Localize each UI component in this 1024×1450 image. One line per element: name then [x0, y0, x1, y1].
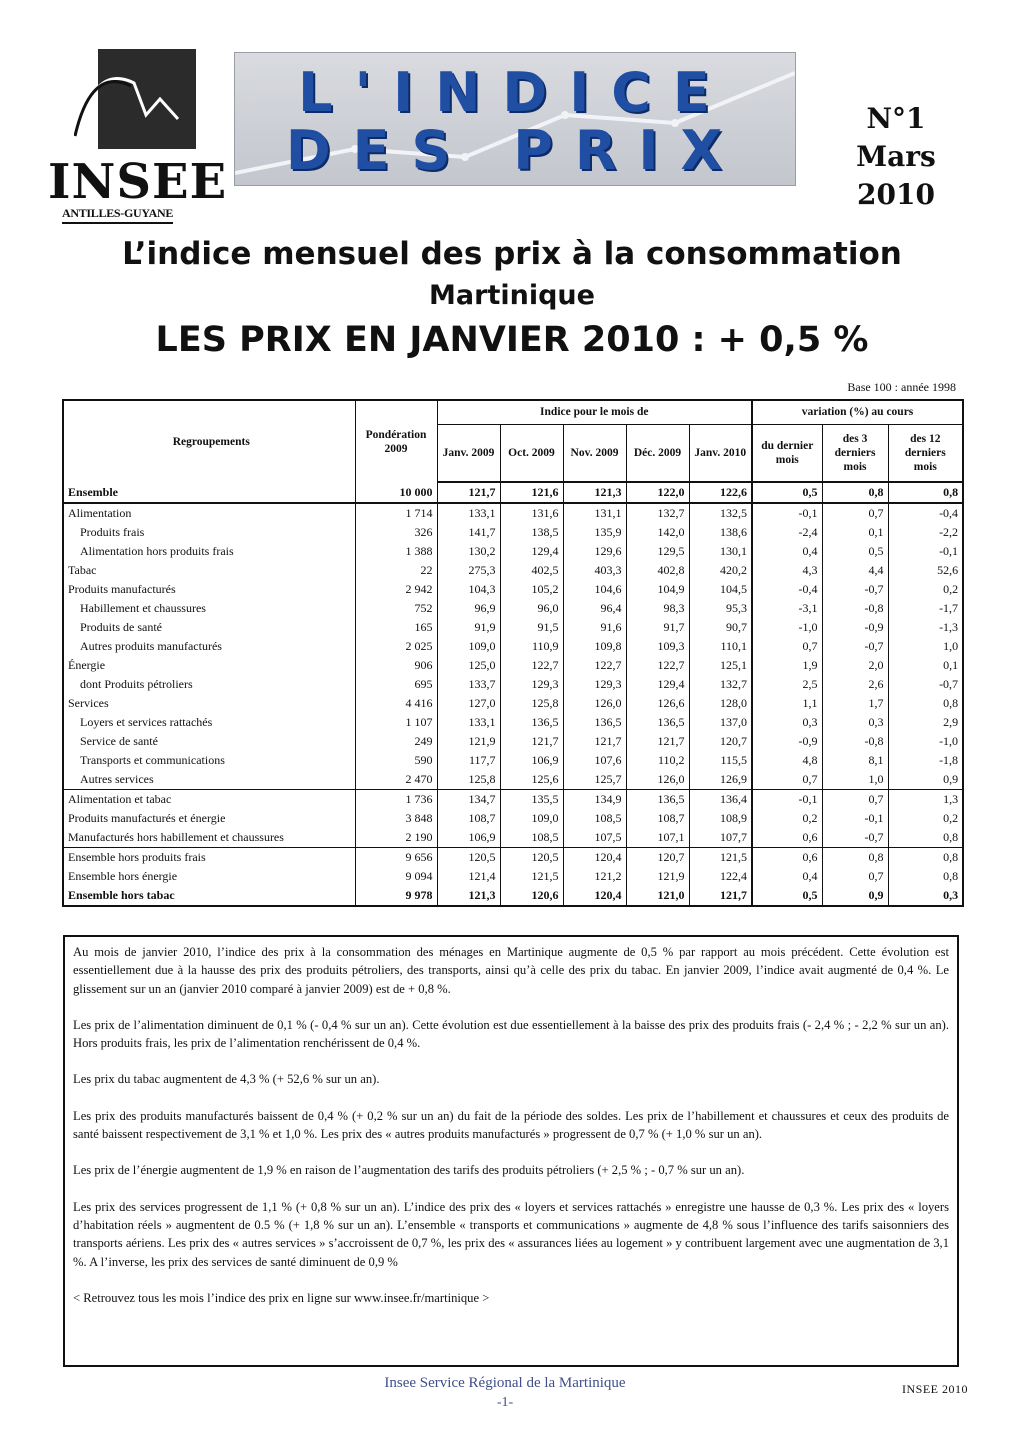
table-row — [63, 751, 963, 770]
table-cell: 2,6 — [822, 675, 888, 694]
footer-page-number: -1- — [496, 1395, 514, 1410]
table-cell: Autres produits manufacturés — [80, 639, 222, 653]
table-cell: 120,4 — [563, 886, 626, 906]
table-cell: 91,7 — [626, 618, 689, 637]
header-month: Nov. 2009 — [563, 424, 626, 482]
commentary-box — [63, 935, 959, 1367]
table-cell: 133,7 — [437, 675, 500, 694]
table-cell: 0,7 — [822, 867, 888, 886]
table-row — [63, 675, 963, 694]
table-cell: Ensemble hors produits frais — [63, 848, 355, 868]
table-cell: 104,6 — [563, 580, 626, 599]
paragraph: Les prix des produits manufacturés baissent de 0,4 % (+ 0,2 % sur un an) du fait de la période des soldes. Les prix de l’habillement et chaussures et ceux des produits de santé baissent respectivement de 3,1 % et 1,0 %. Les prix des « autres produits manufacturés » progressent de 0,7 % (+ 1,0 % sur un an). — [73, 1108, 949, 1142]
table-cell: Produits de santé — [80, 620, 162, 634]
table-cell: 52,6 — [888, 561, 963, 580]
table-row — [63, 848, 963, 868]
paragraph: Les prix de l’énergie augmentent de 1,9 % en raison de l’augmentation des tarifs des produits pétroliers (+ 2,5 % ; - 0,7 % sur un an). — [73, 1163, 745, 1178]
table-row — [63, 561, 963, 580]
table-cell: 0,6 — [752, 828, 822, 848]
table-cell: 96,4 — [563, 599, 626, 618]
table-cell: Ensemble — [68, 484, 119, 499]
table-cell: 125,8 — [500, 694, 563, 713]
table-cell: 142,0 — [626, 523, 689, 542]
table-cell: 3 848 — [355, 809, 437, 828]
table-cell: 128,0 — [689, 694, 752, 713]
table-cell: 0,2 — [888, 580, 963, 599]
table-cell: 122,7 — [626, 656, 689, 675]
paragraph: Les prix des services progressent de 1,1 % (+ 0,8 % sur un an). L’indice des prix des « loyers et services rattachés » enregistre une hausse de 0,3 %. Les prix des « loyers d’habitation réels » augmentent de 0.5 % (+ 1,8 % sur un an). L’ensemble « transports et communications » augmente de 4,8 % sous l’influence des tarifs saisonniers des transports aériens. Les prix des « autres services » s’accroissent de 0,7 %, les prix des « assurances liées au logement » y contribuent largement avec une augmentation de 3,1 %. A l’inverse, les prix des services de santé diminuent de 0,9 % — [73, 1199, 949, 1269]
table-cell: -1,7 — [888, 599, 963, 618]
table-cell: 121,7 — [500, 732, 563, 751]
table-cell: 120,6 — [500, 886, 563, 906]
table-cell: 126,6 — [626, 694, 689, 713]
logo-name: INSEE — [48, 154, 228, 210]
table-cell: 138,6 — [689, 523, 752, 542]
table-cell: 121,5 — [689, 848, 752, 868]
header-regroupements: Regroupements — [172, 435, 250, 448]
table-cell: 121,9 — [437, 732, 500, 751]
insee-logo — [48, 46, 228, 226]
table-cell: 8,1 — [822, 751, 888, 770]
table-row — [63, 637, 963, 656]
table-cell: 2,5 — [752, 675, 822, 694]
table-cell: Loyers et services rattachés — [80, 715, 213, 729]
table-row — [63, 542, 963, 561]
table-cell: 107,7 — [689, 828, 752, 848]
table-cell: 0,7 — [752, 770, 822, 790]
table-cell: 127,0 — [437, 694, 500, 713]
table-cell: 4,4 — [822, 561, 888, 580]
page-subtitle: Martinique — [429, 280, 595, 311]
table-cell: -1,8 — [888, 751, 963, 770]
table-cell: 133,1 — [437, 503, 500, 523]
table-cell: 96,9 — [437, 599, 500, 618]
table-cell: 403,3 — [563, 561, 626, 580]
table-cell: 130,1 — [689, 542, 752, 561]
table-cell: 1 736 — [355, 790, 437, 810]
table-cell: 138,5 — [500, 523, 563, 542]
footer-copyright: INSEE 2010 — [902, 1382, 968, 1396]
table-cell: 326 — [355, 523, 437, 542]
table-cell: -0,4 — [752, 580, 822, 599]
table-cell: 249 — [355, 732, 437, 751]
footer-service: Insee Service Régional de la Martinique — [384, 1375, 626, 1391]
header-month: Janv. 2009 — [437, 424, 500, 482]
table-cell: Ensemble hors énergie — [68, 869, 178, 883]
table-cell: 402,5 — [500, 561, 563, 580]
table-cell: 1 714 — [355, 503, 437, 523]
website-link[interactable]: < Retrouvez tous les mois l’indice des prix en ligne sur www.insee.fr/martinique > — [73, 1290, 490, 1305]
logo-mark — [98, 49, 196, 149]
table-cell: 109,0 — [437, 637, 500, 656]
table-cell: 91,9 — [437, 618, 500, 637]
table-cell: 90,7 — [689, 618, 752, 637]
table-cell: 117,7 — [437, 751, 500, 770]
table-cell: 0,4 — [752, 867, 822, 886]
table-cell: -1,0 — [888, 732, 963, 751]
table-cell: 1 107 — [355, 713, 437, 732]
table-cell: 121,9 — [626, 867, 689, 886]
table-cell: 121,2 — [563, 867, 626, 886]
table-cell: 0,8 — [888, 482, 963, 503]
table-cell: 107,1 — [626, 828, 689, 848]
table-cell: 10 000 — [355, 482, 437, 503]
paragraph: Les prix de l’alimentation diminuent de 0,1 % (- 0,4 % sur un an). Cette évolution est due essentiellement à la baisse des prix des produits frais (- 2,4 % ; - 2,2 % sur un an). Hors produits frais, les prix de l’alimentation renchérissent de 0,4 %. — [73, 1017, 949, 1051]
table-row — [63, 482, 963, 503]
table-cell: 752 — [355, 599, 437, 618]
table-cell: 1,3 — [888, 790, 963, 810]
table-row — [63, 694, 963, 713]
table-row — [63, 580, 963, 599]
table-cell: -1,0 — [752, 618, 822, 637]
table-cell: 129,4 — [500, 542, 563, 561]
issue-year: 2010 — [857, 178, 935, 211]
table-cell: 122,4 — [689, 867, 752, 886]
table-cell: 126,0 — [563, 694, 626, 713]
table-cell: 109,0 — [500, 809, 563, 828]
table-row — [63, 732, 963, 751]
table-cell: 107,6 — [563, 751, 626, 770]
table-cell: 120,4 — [563, 848, 626, 868]
table-row — [63, 886, 963, 906]
table-cell: 1 388 — [355, 542, 437, 561]
table-cell: 0,8 — [888, 694, 963, 713]
header-var-period: des 12 derniers mois — [888, 424, 963, 482]
table-cell: 108,5 — [500, 828, 563, 848]
table-cell: -3,1 — [752, 599, 822, 618]
header-ponderation: Pondération 2009 — [355, 400, 437, 482]
table-cell: 120,7 — [626, 848, 689, 868]
table-row — [63, 599, 963, 618]
table-cell: dont Produits pétroliers — [80, 677, 193, 691]
table-cell: 108,7 — [437, 809, 500, 828]
table-cell: 2 942 — [355, 580, 437, 599]
table-cell: 109,3 — [626, 637, 689, 656]
table-cell: 121,3 — [563, 482, 626, 503]
headline: LES PRIX EN JANVIER 2010 : + 0,5 % — [155, 320, 869, 360]
table-row — [63, 770, 963, 790]
table-cell: 9 978 — [355, 886, 437, 906]
table-cell: 108,9 — [689, 809, 752, 828]
table-cell: 129,6 — [563, 542, 626, 561]
table-cell: 125,1 — [689, 656, 752, 675]
issue-month: Mars — [856, 140, 936, 173]
table-cell: 106,9 — [500, 751, 563, 770]
table-cell: 0,3 — [888, 886, 963, 906]
table-cell: 105,2 — [500, 580, 563, 599]
table-cell: 132,7 — [626, 503, 689, 523]
logo-subtitle: ANTILLES-GUYANE — [62, 206, 173, 224]
table-cell: 108,5 — [563, 809, 626, 828]
header-index-group: Indice pour le mois de — [437, 400, 752, 424]
table-cell: 107,5 — [563, 828, 626, 848]
table-cell: 125,0 — [437, 656, 500, 675]
table-cell: 122,0 — [626, 482, 689, 503]
table-cell: -0,7 — [888, 675, 963, 694]
table-cell: 135,9 — [563, 523, 626, 542]
header-month: Janv. 2010 — [689, 424, 752, 482]
table-cell: -0,7 — [822, 637, 888, 656]
table-cell: 121,7 — [689, 886, 752, 906]
table-cell: 129,4 — [626, 675, 689, 694]
table-cell: 133,1 — [437, 713, 500, 732]
table-cell: Alimentation — [63, 503, 355, 523]
table-cell: -0,8 — [822, 599, 888, 618]
table-cell: 110,1 — [689, 637, 752, 656]
table-cell: 96,0 — [500, 599, 563, 618]
table-cell: Ensemble hors tabac — [68, 888, 175, 902]
logo-curve-icon — [74, 63, 204, 143]
table-cell: 0,1 — [888, 656, 963, 675]
table-cell: -0,1 — [752, 503, 822, 523]
table-cell: 1,7 — [822, 694, 888, 713]
table-cell: 1,0 — [888, 637, 963, 656]
table-cell: 0,8 — [822, 482, 888, 503]
table-row — [63, 503, 963, 523]
table-cell: 136,5 — [500, 713, 563, 732]
table-cell: 132,5 — [689, 503, 752, 523]
table-cell: Produits manufacturés — [68, 582, 176, 596]
base-note: Base 100 : année 1998 — [847, 380, 956, 394]
table-cell: 0,7 — [752, 637, 822, 656]
table-cell: 0,5 — [822, 542, 888, 561]
banner-line-1: L'INDICE — [298, 61, 732, 124]
table-cell: 136,5 — [626, 790, 689, 810]
table-cell: 1,1 — [752, 694, 822, 713]
table-cell: 122,6 — [689, 482, 752, 503]
table-cell: 906 — [355, 656, 437, 675]
table-cell: 131,6 — [500, 503, 563, 523]
table-cell: 104,9 — [626, 580, 689, 599]
table-cell: 132,7 — [689, 675, 752, 694]
title-banner — [234, 52, 796, 186]
issue-number: N°1 — [866, 102, 926, 135]
table-cell: 0,3 — [822, 713, 888, 732]
table-cell: 108,7 — [626, 809, 689, 828]
table-cell: 121,7 — [626, 732, 689, 751]
table-cell: 131,1 — [563, 503, 626, 523]
table-cell: 125,7 — [563, 770, 626, 790]
table-cell: 0,6 — [752, 848, 822, 868]
table-cell: 121,6 — [500, 482, 563, 503]
table-cell: 22 — [355, 561, 437, 580]
table-cell: -0,7 — [822, 828, 888, 848]
table-cell: Service de santé — [80, 734, 158, 748]
table-row — [63, 828, 963, 848]
table-cell: 0,1 — [822, 523, 888, 542]
table-cell: 120,5 — [437, 848, 500, 868]
header-var-period: du dernier mois — [752, 424, 822, 482]
table-cell: -0,1 — [888, 542, 963, 561]
table-cell: 2 190 — [355, 828, 437, 848]
banner-line-2: DES PRIX — [285, 119, 745, 182]
table-cell: 106,9 — [437, 828, 500, 848]
table-cell: 135,5 — [500, 790, 563, 810]
table-cell: 122,7 — [563, 656, 626, 675]
table-cell: 0,9 — [888, 770, 963, 790]
table-cell: 121,0 — [626, 886, 689, 906]
table-cell: -2,2 — [888, 523, 963, 542]
table-cell: 136,5 — [563, 713, 626, 732]
price-index-table — [62, 399, 964, 907]
table-cell: Services — [68, 696, 109, 710]
table-cell: 121,7 — [563, 732, 626, 751]
table-cell: 130,2 — [437, 542, 500, 561]
table-cell: 137,0 — [689, 713, 752, 732]
table-cell: 129,5 — [626, 542, 689, 561]
table-cell: 0,2 — [752, 809, 822, 828]
table-cell: 402,8 — [626, 561, 689, 580]
table-cell: Transports et communications — [80, 753, 225, 767]
table-cell: Tabac — [68, 563, 97, 577]
table-cell: 1,0 — [822, 770, 888, 790]
table-cell: 4,3 — [752, 561, 822, 580]
table-cell: 141,7 — [437, 523, 500, 542]
table-cell: 110,2 — [626, 751, 689, 770]
table-cell: -2,4 — [752, 523, 822, 542]
table-cell: 695 — [355, 675, 437, 694]
table-cell: 120,5 — [500, 848, 563, 868]
table-cell: 0,3 — [752, 713, 822, 732]
table-cell: 129,3 — [563, 675, 626, 694]
table-cell: Produits frais — [80, 525, 145, 539]
table-cell: 0,4 — [752, 542, 822, 561]
table-cell: 2,0 — [822, 656, 888, 675]
table-cell: 129,3 — [500, 675, 563, 694]
table-row — [63, 523, 963, 542]
table-cell: 0,8 — [888, 867, 963, 886]
table-cell: 122,7 — [500, 656, 563, 675]
table-cell: 91,6 — [563, 618, 626, 637]
table-cell: 126,0 — [626, 770, 689, 790]
table-cell: 121,5 — [500, 867, 563, 886]
table-cell: 9 094 — [355, 867, 437, 886]
table-row — [63, 656, 963, 675]
table-cell: 0,8 — [822, 848, 888, 868]
paragraph: Au mois de janvier 2010, l’indice des prix à la consommation des ménages en Martinique augmente de 0,5 % par rapport au mois précédent. Cette évolution est essentiellement due à la hausse des prix des produits pétroliers, des transports, ainsi qu’à celle des prix du tabac. En janvier 2009, l’indice avait augmenté de 0,4 %. Le glissement sur un an (janvier 2010 comparé à janvier 2009) est de + 0,8 %. — [73, 945, 949, 996]
table-cell: 4 416 — [355, 694, 437, 713]
table-cell: Alimentation hors produits frais — [80, 544, 234, 558]
table-cell: Produits manufacturés et énergie — [68, 811, 226, 825]
table-cell: Habillement et chaussures — [80, 601, 206, 615]
header-month: Déc. 2009 — [626, 424, 689, 482]
table-cell: 2,9 — [888, 713, 963, 732]
table-cell: Manufacturés hors habillement et chaussures — [68, 830, 284, 844]
issue-info — [836, 100, 956, 214]
table-cell: -0,8 — [822, 732, 888, 751]
table-cell: 91,5 — [500, 618, 563, 637]
table-cell: Autres services — [80, 772, 154, 786]
table-cell: 2 025 — [355, 637, 437, 656]
table-cell: -0,1 — [752, 790, 822, 810]
header-variation-group: variation (%) au cours — [752, 400, 963, 424]
table-cell: 1,9 — [752, 656, 822, 675]
table-cell: -0,7 — [822, 580, 888, 599]
table-cell: 136,4 — [689, 790, 752, 810]
table-cell: 0,5 — [752, 886, 822, 906]
table-cell: 115,5 — [689, 751, 752, 770]
table-cell: 98,3 — [626, 599, 689, 618]
paragraph: Les prix du tabac augmentent de 4,3 % (+ 52,6 % sur un an). — [73, 1072, 380, 1087]
table-cell: 9 656 — [355, 848, 437, 868]
header-var-period: des 3 derniers mois — [822, 424, 888, 482]
table-cell: 95,3 — [689, 599, 752, 618]
table-row — [63, 809, 963, 828]
header-month: Oct. 2009 — [500, 424, 563, 482]
table-cell: 2 470 — [355, 770, 437, 790]
table-row — [63, 618, 963, 637]
table-cell: 121,4 — [437, 867, 500, 886]
page-title: L’indice mensuel des prix à la consommation — [122, 236, 902, 272]
table-cell: 120,7 — [689, 732, 752, 751]
table-cell: 134,9 — [563, 790, 626, 810]
table-cell: 165 — [355, 618, 437, 637]
table-cell: Alimentation et tabac — [63, 790, 355, 810]
table-cell: 0,2 — [888, 809, 963, 828]
table-row — [63, 713, 963, 732]
table-cell: -0,9 — [752, 732, 822, 751]
table-cell: 275,3 — [437, 561, 500, 580]
table-cell: -0,1 — [822, 809, 888, 828]
table-cell: 590 — [355, 751, 437, 770]
table-cell: 0,9 — [822, 886, 888, 906]
table-cell: -1,3 — [888, 618, 963, 637]
table-cell: 125,8 — [437, 770, 500, 790]
table-row — [63, 867, 963, 886]
table-cell: 0,8 — [888, 848, 963, 868]
table-cell: 126,9 — [689, 770, 752, 790]
table-cell: 0,8 — [888, 828, 963, 848]
table-cell: 104,3 — [437, 580, 500, 599]
table-cell: Énergie — [68, 658, 106, 672]
table-cell: 110,9 — [500, 637, 563, 656]
table-cell: 0,7 — [822, 790, 888, 810]
table-cell: 420,2 — [689, 561, 752, 580]
table-cell: 121,7 — [437, 482, 500, 503]
table-cell: 125,6 — [500, 770, 563, 790]
table-cell: -0,9 — [822, 618, 888, 637]
table-cell: 104,5 — [689, 580, 752, 599]
table-cell: 134,7 — [437, 790, 500, 810]
table-cell: 109,8 — [563, 637, 626, 656]
table-row — [63, 790, 963, 810]
table-cell: 121,3 — [437, 886, 500, 906]
table-cell: 0,7 — [822, 503, 888, 523]
table-cell: 0,5 — [752, 482, 822, 503]
table-cell: 136,5 — [626, 713, 689, 732]
table-cell: 4,8 — [752, 751, 822, 770]
table-cell: -0,4 — [888, 503, 963, 523]
